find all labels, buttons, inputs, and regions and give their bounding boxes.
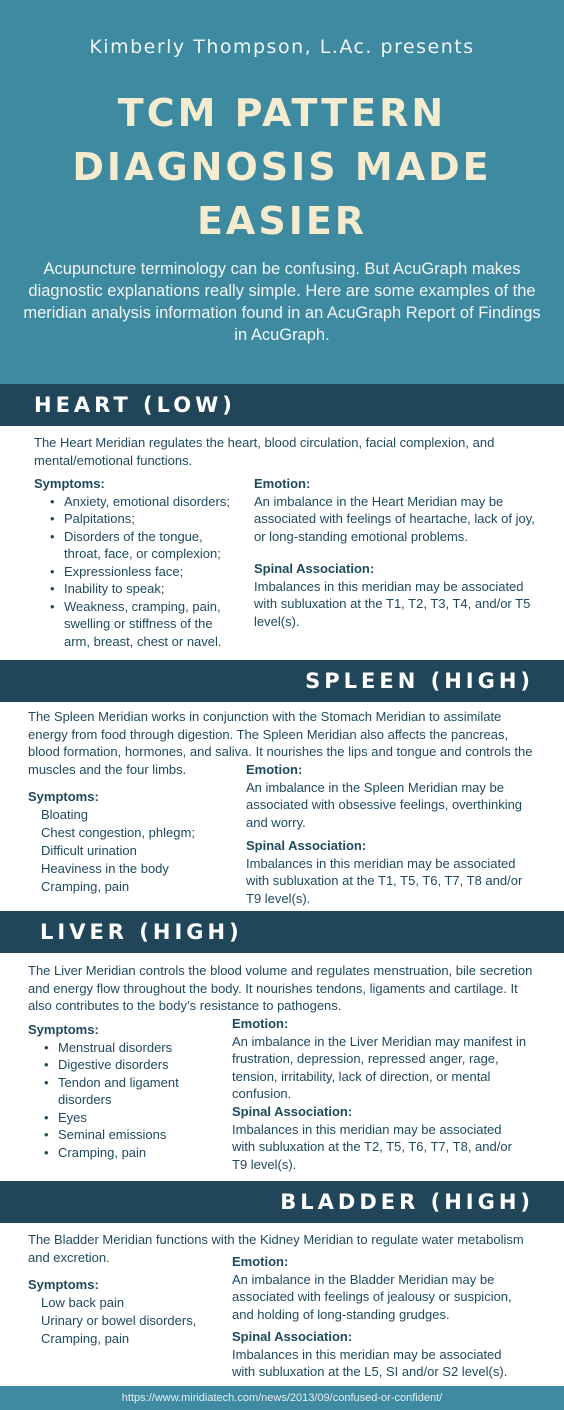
list-item: • Tendon and ligament disorders	[28, 1074, 224, 1109]
symptoms-heading: Symptoms:	[28, 1022, 99, 1037]
bladder-emotion	[232, 1253, 528, 1323]
list-item: Cramping, pain	[41, 1330, 130, 1346]
bladder-spinal-text: Imbalances in this meridian may be associated with subluxation at the L5, SI and/or S2 level(s).	[232, 1346, 508, 1379]
section-band-heart	[0, 384, 564, 426]
list-item: • Digestive disorders	[28, 1056, 224, 1074]
section-title-bladder: BLADDER (HIGH)	[280, 1190, 534, 1214]
list-item: • Eyes	[28, 1109, 224, 1127]
section-band-liver	[0, 911, 564, 953]
heart-description: The Heart Meridian regulates the heart, blood circulation, facial complexion, and mental/emotional functions.	[34, 435, 495, 468]
emotion-heading: Emotion:	[254, 476, 311, 491]
list-item: • Disorders of the tongue, throat, face, or complexion;	[34, 528, 240, 563]
list-item: • Weakness, cramping, pain, swelling or stiffness of the arm, breast, chest or navel.	[34, 598, 240, 651]
list-item: Low back pain	[41, 1294, 125, 1310]
list-item: • Palpitations;	[34, 510, 240, 528]
intro-paragraph: Acupuncture terminology can be confusing. But AcuGraph makes diagnostic explanations really simple. Here are some examples of the meridian analysis information found in an AcuGraph Report of Findings in AcuGraph.	[23, 260, 541, 344]
emotion-heading: Emotion:	[246, 762, 303, 777]
hero-banner	[0, 0, 564, 384]
heart-symptom-list	[34, 493, 240, 651]
list-item: Urinary or bowel disorders,	[41, 1312, 197, 1328]
source-url[interactable]: https://www.miridiatech.com/news/2013/09/confused-or-confident/	[121, 1392, 443, 1404]
page-title: TCM PATTERN DIAGNOSIS MADE EASIER	[72, 91, 492, 243]
bladder-spinal	[232, 1328, 528, 1381]
liver-emotion-text: An imbalance in the Liver Meridian may manifest in frustration, depression, repressed anger, rage, tension, irritability, lack of direction, or mental confusion.	[232, 1033, 527, 1101]
spleen-description: The Spleen Meridian works in conjunction with the Stomach Meridian to assimilate energy from food through digestion. The Spleen Meridian also affects the pancreas, blood formation, hormones, and saliva. It nourishes the lips and tongue and controls the muscles and the four limbs.	[28, 709, 533, 777]
list-item: • Seminal emissions	[28, 1126, 224, 1144]
liver-symptoms	[28, 1021, 224, 1161]
bladder-symptom-list	[28, 1294, 224, 1348]
list-item: Heaviness in the body	[41, 860, 169, 876]
heart-emotion-text: An imbalance in the Heart Meridian may be associated with feelings of heartache, lack of joy, or long-standing emotional problems.	[254, 493, 535, 544]
list-item: Chest congestion, phlegm;	[41, 824, 195, 840]
list-item: Difficult urination	[41, 842, 137, 858]
spleen-spinal-text: Imbalances in this meridian may be associated with subluxation at the T1, T5, T6, T7, T8 and/or T9 level(s).	[246, 855, 523, 906]
bladder-description: The Bladder Meridian functions with the Kidney Meridian to regulate water metabolism and excretion.	[28, 1232, 524, 1265]
spinal-heading: Spinal Association:	[232, 1329, 353, 1344]
spleen-emotion-text: An imbalance in the Spleen Meridian may be associated with obsessive feelings, overthinking and worry.	[246, 779, 523, 830]
section-title-heart: HEART (LOW)	[34, 393, 236, 417]
liver-symptom-list	[28, 1039, 224, 1162]
spinal-heading: Spinal Association:	[246, 838, 367, 853]
liver-emotion	[232, 1015, 528, 1103]
bladder-emotion-text: An imbalance in the Bladder Meridian may be associated with feelings of jealousy or suspicion, and holding of long-standing grudges.	[232, 1271, 512, 1322]
heart-spinal	[254, 560, 540, 630]
spinal-heading: Spinal Association:	[232, 1104, 353, 1119]
heart-emotion	[254, 475, 540, 545]
section-band-spleen	[0, 660, 564, 702]
heart-symptoms	[34, 475, 240, 650]
list-item: • Expressionless face;	[34, 563, 240, 581]
section-title-liver: LIVER (HIGH)	[40, 920, 243, 944]
section-band-bladder	[0, 1181, 564, 1223]
liver-spinal-text: Imbalances in this meridian may be associated with subluxation at the T2, T5, T6, T7, T8, and/or T9 level(s).	[232, 1121, 512, 1172]
spleen-spinal	[246, 837, 536, 907]
list-item: • Menstrual disorders	[28, 1039, 224, 1057]
heart-spinal-text: Imbalances in this meridian may be associated with subluxation at the T1, T2, T3, T4, and/or T5 level(s).	[254, 578, 531, 629]
spleen-emotion	[246, 761, 536, 831]
spinal-heading: Spinal Association:	[254, 561, 375, 576]
presenter-line: Kimberly Thompson, L.Ac. presents	[89, 36, 475, 58]
spleen-symptom-list	[28, 806, 238, 896]
list-item: • Anxiety, emotional disorders;	[34, 493, 240, 511]
spleen-symptoms	[28, 788, 238, 896]
list-item: Cramping, pain	[41, 878, 130, 894]
emotion-heading: Emotion:	[232, 1016, 289, 1031]
list-item: • Inability to speak;	[34, 580, 240, 598]
emotion-heading: Emotion:	[232, 1254, 289, 1269]
section-title-spleen: SPLEEN (HIGH)	[305, 669, 534, 693]
bladder-symptoms	[28, 1276, 224, 1348]
liver-spinal	[232, 1103, 528, 1173]
liver-description: The Liver Meridian controls the blood volume and regulates menstruation, bile secretion and energy flow throughout the body. It nourishes tendons, ligaments and cartilage. It also contributes to the body’s resistance to pathogens.	[28, 963, 533, 1013]
list-item: Bloating	[41, 806, 88, 822]
footer-bar	[0, 1386, 564, 1410]
symptoms-heading: Symptoms:	[28, 1277, 99, 1292]
symptoms-heading: Symptoms:	[34, 476, 105, 491]
list-item: • Cramping, pain	[28, 1144, 224, 1162]
symptoms-heading: Symptoms:	[28, 789, 99, 804]
